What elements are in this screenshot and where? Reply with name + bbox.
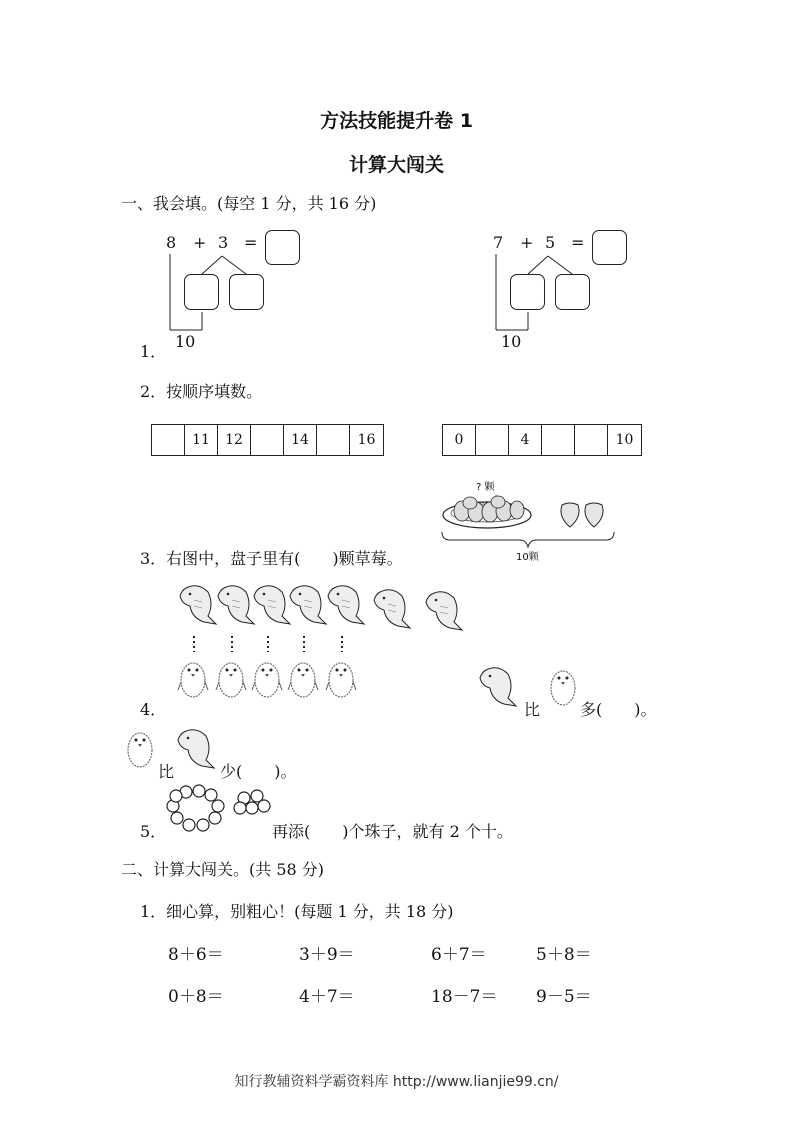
- calc-problem: 3＋9＝: [299, 945, 355, 965]
- calc-problem: 6＋7＝: [431, 945, 487, 965]
- q4-number: 4．: [140, 700, 167, 719]
- q1-right-split-box-1[interactable]: [510, 274, 545, 310]
- calc-problem: 8＋6＝: [168, 945, 224, 965]
- q2-text: 2．按顺序填数。: [140, 382, 263, 401]
- seq1-cell: 16: [357, 432, 376, 448]
- q1-right-split-box-2[interactable]: [555, 274, 590, 310]
- q3-total-label: 10颗: [516, 552, 539, 563]
- q4-bi-2: 比: [158, 762, 175, 781]
- q1-right-ten: 10: [501, 332, 522, 351]
- q1-left-a: 8: [166, 233, 177, 252]
- page-title: 方法技能提升卷 1: [320, 110, 473, 132]
- q4-bi-1: 比: [524, 700, 541, 719]
- q1-left-ten: 10: [175, 332, 196, 351]
- seq2-cell[interactable]: [542, 425, 575, 455]
- seq1-cell: 14: [284, 425, 317, 455]
- calc-problem: 0＋8＝: [168, 987, 224, 1007]
- q1-left-op: +: [193, 233, 207, 252]
- q5-beads-illustration: [160, 784, 275, 836]
- q1-right-b: 5: [545, 233, 556, 252]
- seq1-cell[interactable]: [317, 425, 350, 455]
- seq2-cell[interactable]: [575, 425, 608, 455]
- seq1-cell[interactable]: [251, 425, 284, 455]
- seq1-cell: 11: [185, 425, 218, 455]
- q1-right-a: 7: [493, 233, 504, 252]
- calc-problem: 4＋7＝: [299, 987, 355, 1007]
- q4-penguin-icon: [548, 666, 580, 710]
- q5-number: 5．: [140, 822, 167, 841]
- q1-left-split-box-2[interactable]: [229, 274, 264, 310]
- section1-heading: 一、我会填。(每空 1 分，共 16 分): [121, 194, 377, 213]
- q4-dolphin-icon: [478, 664, 522, 710]
- page-subtitle: 计算大闯关: [348, 154, 444, 176]
- calc-problem: 18－7＝: [431, 987, 498, 1007]
- q4-penguin-icon-2: [125, 728, 157, 772]
- q1-right-eq: =: [571, 233, 585, 252]
- q1-right-op: +: [520, 233, 534, 252]
- seq2-cell: 0: [443, 425, 476, 455]
- q1-left-split-box-1[interactable]: [184, 274, 219, 310]
- q3-unknown-label: ? 颗: [476, 482, 495, 493]
- q4-more-text: 多( )。: [580, 700, 657, 719]
- section2-sub1: 1．细心算，别粗心！(每题 1 分，共 18 分): [140, 902, 454, 921]
- q1-number: 1．: [140, 342, 167, 361]
- q1-left-eq: =: [244, 233, 258, 252]
- seq2-cell: 4: [509, 425, 542, 455]
- q5-text: 再添( )个珠子，就有 2 个十。: [272, 822, 513, 841]
- calc-problem: 9－5＝: [536, 987, 592, 1007]
- seq1-cell[interactable]: [152, 425, 185, 455]
- q2-sequence-2: [442, 424, 642, 456]
- seq2-cell[interactable]: [476, 425, 509, 455]
- section2-heading: 二、计算大闯关。(共 58 分): [121, 860, 325, 879]
- calc-problem: 5＋8＝: [536, 945, 592, 965]
- q2-sequence-1: [151, 424, 384, 456]
- seq1-cell: 12: [218, 425, 251, 455]
- q4-dolphin-icon-2: [176, 726, 220, 772]
- seq2-cell: 10: [615, 432, 634, 448]
- q4-dolphins-penguins-illustration: [170, 580, 470, 705]
- q4-less-text: 少( )。: [220, 762, 297, 781]
- q3-text: 3．右图中，盘子里有( )颗草莓。: [140, 549, 403, 568]
- q1-left-b: 3: [218, 233, 229, 252]
- footer-watermark: 知行教辅资料学霸资料库 http://www.lianjie99.cn/: [234, 1074, 559, 1090]
